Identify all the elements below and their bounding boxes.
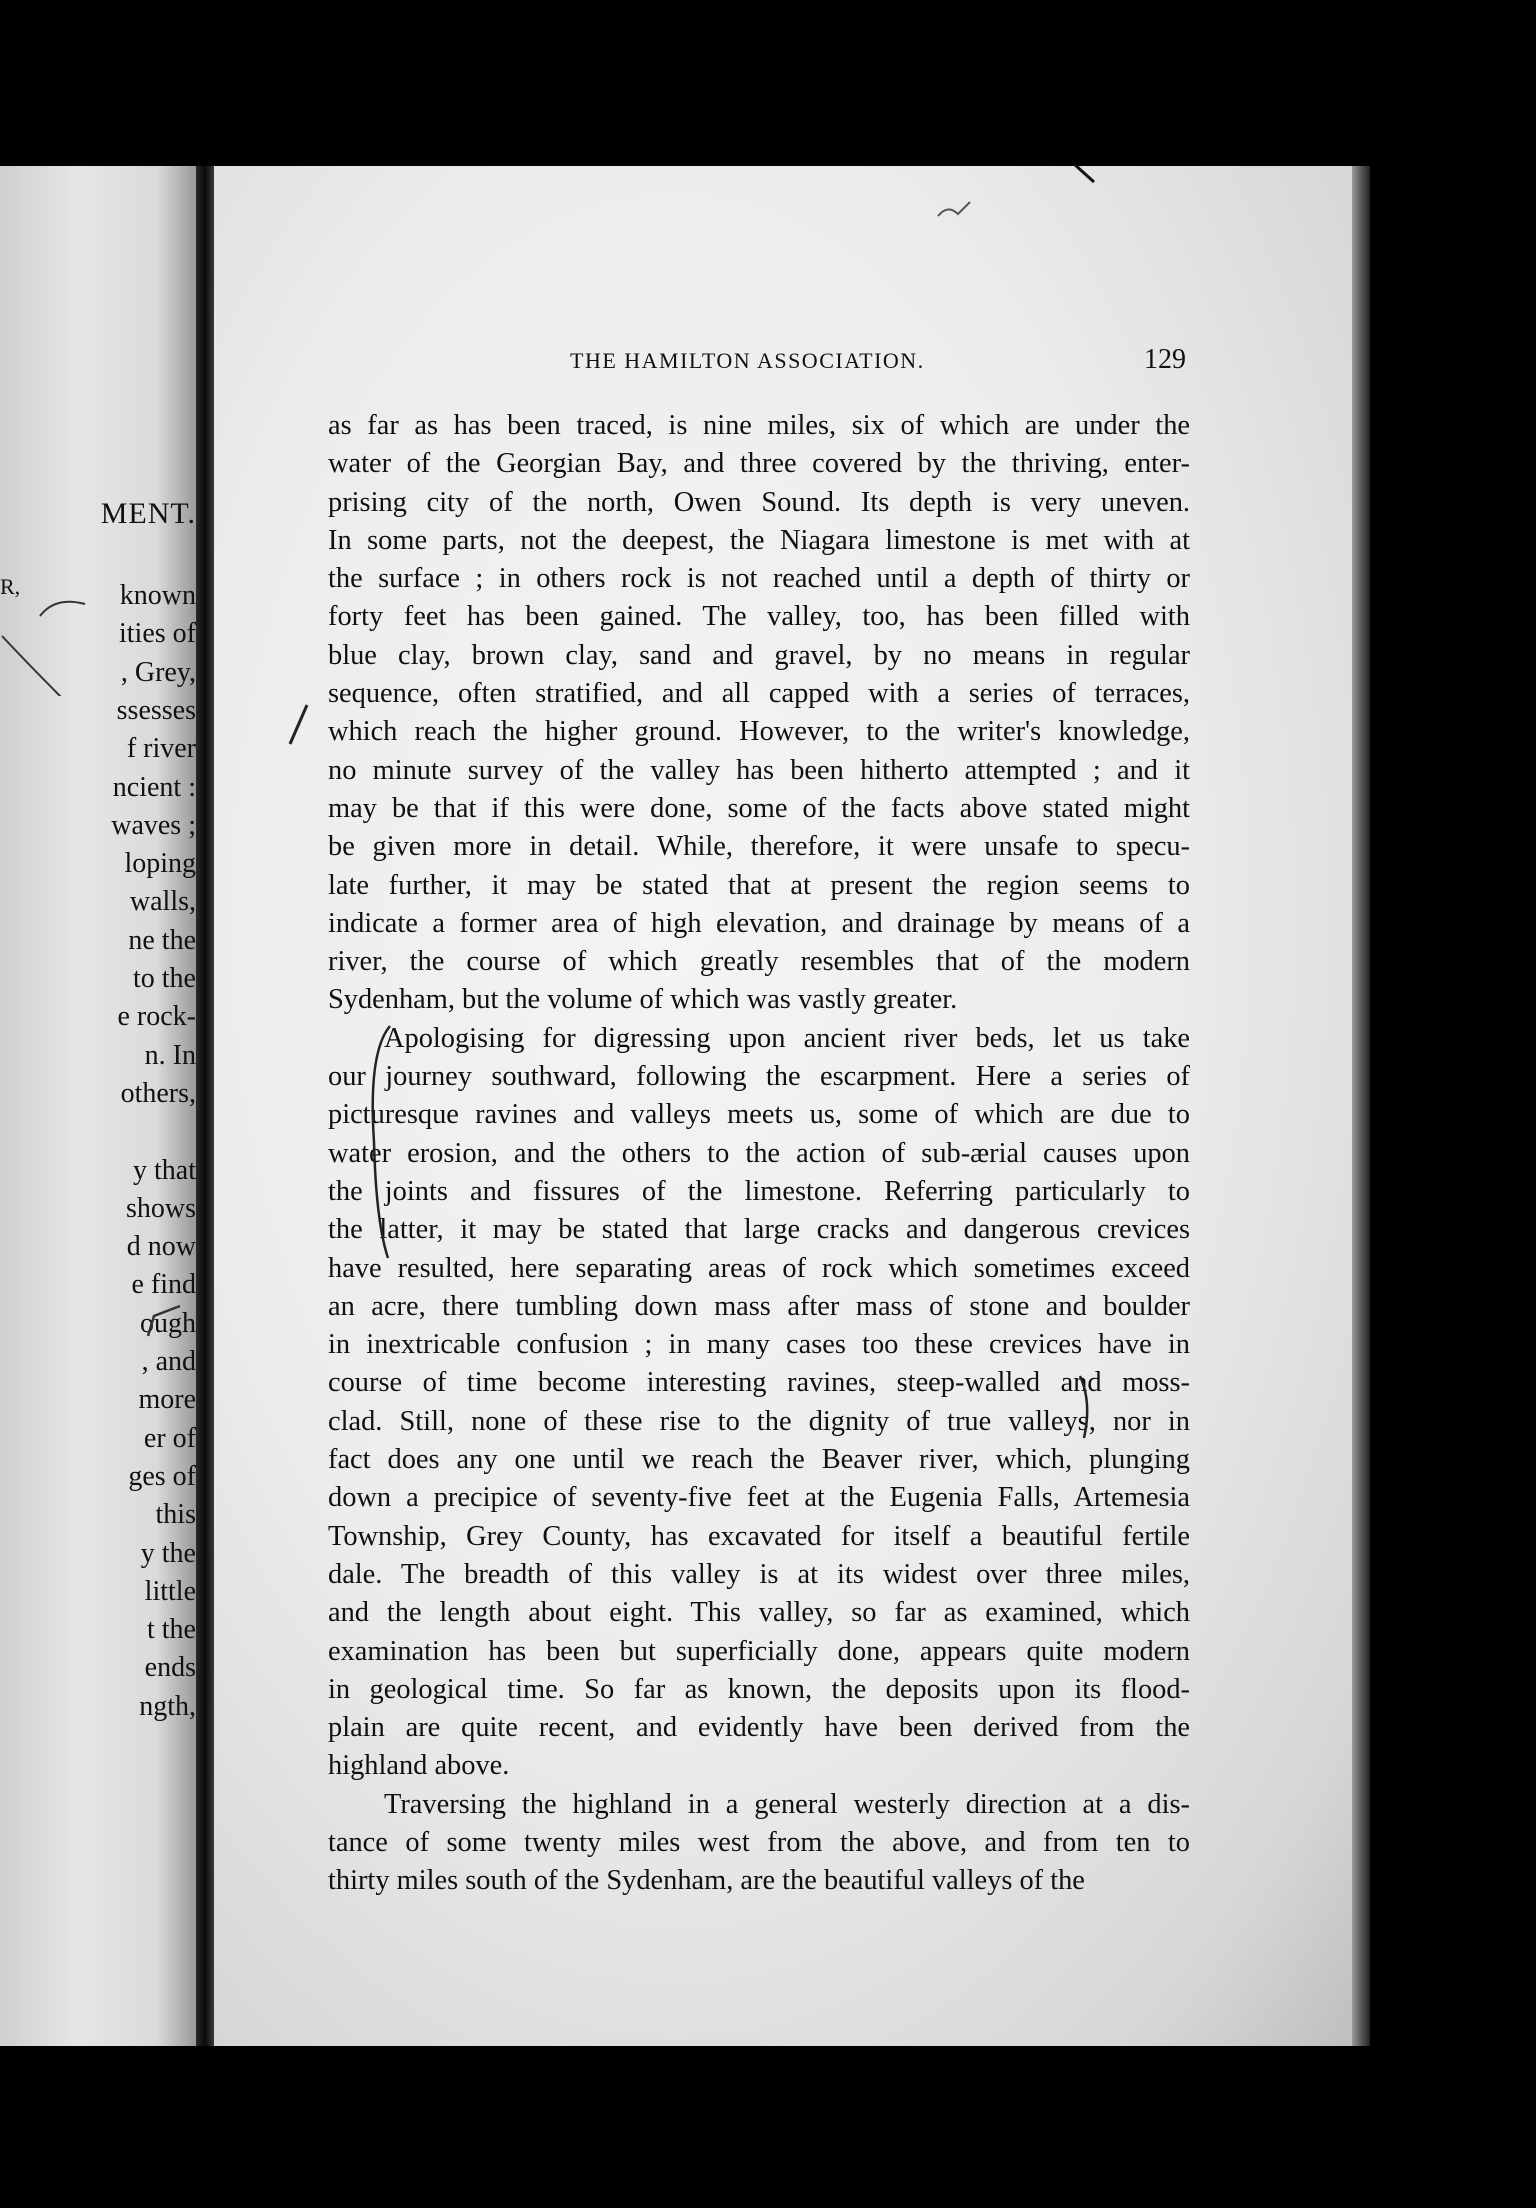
left-page-subheading: R,: [0, 574, 21, 599]
text-line: thirty miles south of the Sydenham, are the beautiful valleys of the: [328, 1865, 1085, 1897]
text-line: clad. Still, none of these rise to the dignity of true valleys, nor in: [328, 1405, 1190, 1437]
left-text-line: ges of: [128, 1460, 196, 1492]
left-text-line: to the: [133, 963, 196, 994]
text-line: which reach the higher ground. However, to the writer's knowledge,: [328, 716, 1190, 748]
left-text-line: waves ;: [111, 809, 196, 841]
text-line: be given more in detail. While, therefore, it were unsafe to specu-: [328, 831, 1190, 863]
text-line: Apologising for digressing upon ancient river beds, let us take: [384, 1022, 1190, 1054]
page-number: 129: [1144, 344, 1186, 375]
text-line: sequence, often stratified, and all capped with a series of terraces,: [328, 678, 1190, 710]
text-line: course of time become interesting ravines, steep-walled and moss-: [328, 1367, 1190, 1399]
text-line: an acre, there tumbling down mass after mass of stone and boulder: [328, 1290, 1190, 1322]
text-line: highland above.: [328, 1750, 510, 1782]
left-text-line: ities of: [119, 618, 196, 650]
pencil-stroke-mark: [1070, 1372, 1100, 1442]
left-text-line: er of: [143, 1422, 196, 1454]
left-text-line: known: [119, 580, 196, 611]
text-line: river, the course of which greatly resembles that of the modern: [328, 946, 1190, 978]
left-text-line: more: [138, 1384, 196, 1416]
text-line: may be that if this were done, some of the facts above stated might: [328, 792, 1190, 824]
text-line: examination has been but superficially done, appears quite modern: [328, 1635, 1190, 1667]
left-text-line: ends: [144, 1652, 196, 1684]
left-text-line: y that: [133, 1154, 196, 1186]
page-edge: [1352, 166, 1370, 2046]
text-line: the latter, it may be stated that large cracks and dangerous crevices: [328, 1214, 1190, 1246]
text-line: have resulted, here separating areas of rock which sometimes exceed: [328, 1252, 1190, 1284]
text-line: In some parts, not the deepest, the Niagara limestone is met with at: [328, 524, 1190, 556]
text-line: blue clay, brown clay, sand and gravel, by no means in regular: [328, 639, 1190, 671]
pencil-mark-scribble: [0, 586, 90, 696]
text-line: the joints and fissures of the limestone. Referring particularly to: [328, 1175, 1190, 1207]
text-line: no minute survey of the valley has been hitherto attempted ; and it: [328, 754, 1190, 786]
left-text-line: y the: [140, 1537, 196, 1569]
left-text-line: walls,: [129, 886, 196, 918]
left-text-line: f river: [126, 733, 196, 765]
left-text-line: t the: [147, 1614, 196, 1646]
text-line: the surface ; in others rock is not reached until a depth of thirty or: [328, 563, 1190, 595]
left-text-line: ncient :: [112, 771, 196, 803]
left-text-line: d now: [126, 1231, 196, 1263]
left-text-line: n. In: [144, 1039, 196, 1071]
text-line: Township, Grey County, has excavated for itself a beautiful fertile: [328, 1520, 1190, 1552]
text-line: in geological time. So far as known, the deposits upon its flood-: [328, 1673, 1190, 1705]
body-text: [328, 407, 1190, 1901]
text-line: our journey southward, following the escarpment. Here a series of: [328, 1061, 1190, 1093]
text-line: forty feet has been gained. The valley, too, has been filled with: [328, 601, 1190, 633]
left-text-line: shows: [125, 1192, 196, 1224]
text-line: fact does any one until we reach the Beaver river, which, plunging: [328, 1444, 1190, 1476]
left-text-line: ngth,: [139, 1690, 196, 1722]
left-text-line: e find: [131, 1269, 196, 1301]
text-line: late further, it may be stated that at present the region seems to: [328, 869, 1190, 901]
left-text-line: others,: [120, 1077, 196, 1109]
text-line: Sydenham, but the volume of which was vastly greater.: [328, 984, 958, 1016]
text-line: water of the Georgian Bay, and three covered by the thriving, enter-: [328, 448, 1190, 480]
book-gutter: [196, 166, 214, 2046]
left-page-fragment: [0, 166, 196, 2046]
text-line: in inextricable confusion ; in many cases too these crevices have in: [328, 1329, 1190, 1361]
text-line: prising city of the north, Owen Sound. Its depth is very uneven.: [328, 486, 1190, 518]
left-text-line: , Grey,: [120, 656, 196, 688]
text-line: dale. The breadth of this valley is at its widest over three miles,: [328, 1558, 1190, 1590]
running-head: THE HAMILTON ASSOCIATION.: [570, 348, 925, 373]
left-text-line: , and: [141, 1346, 196, 1377]
text-line: and the length about eight. This valley, so far as examined, which: [328, 1597, 1190, 1629]
pencil-tick-mark-left: [144, 1300, 184, 1340]
left-text-line: ssesses: [116, 694, 196, 726]
left-text-line: e rock-: [117, 1001, 196, 1033]
left-page-heading: MENT.: [100, 497, 196, 530]
text-line: picturesque ravines and valleys meets us, some of which are due to: [328, 1099, 1190, 1131]
pencil-squiggle-top: [936, 196, 976, 224]
pencil-tick-mark: [282, 700, 312, 750]
pencil-bracket-mark: [360, 1022, 400, 1262]
text-line: plain are quite recent, and evidently have been derived from the: [328, 1712, 1190, 1744]
text-line: tance of some twenty miles west from the above, and from ten to: [328, 1826, 1190, 1858]
text-line: indicate a former area of high elevation, and drainage by means of a: [328, 907, 1190, 939]
left-text-line: ne the: [128, 924, 196, 956]
text-line: as far as has been traced, is nine miles, six of which are under the: [328, 410, 1190, 441]
left-text-line: little: [144, 1575, 196, 1607]
left-text-line: this: [155, 1499, 196, 1531]
left-text-line: ough: [140, 1307, 196, 1339]
left-text-line: loping: [124, 848, 196, 880]
text-line: Traversing the highland in a general westerly direction at a dis-: [384, 1788, 1190, 1820]
ink-speck-top: [1070, 160, 1100, 190]
text-line: water erosion, and the others to the action of sub-ærial causes upon: [328, 1137, 1190, 1169]
text-line: down a precipice of seventy-five feet at the Eugenia Falls, Artemesia: [328, 1482, 1190, 1514]
